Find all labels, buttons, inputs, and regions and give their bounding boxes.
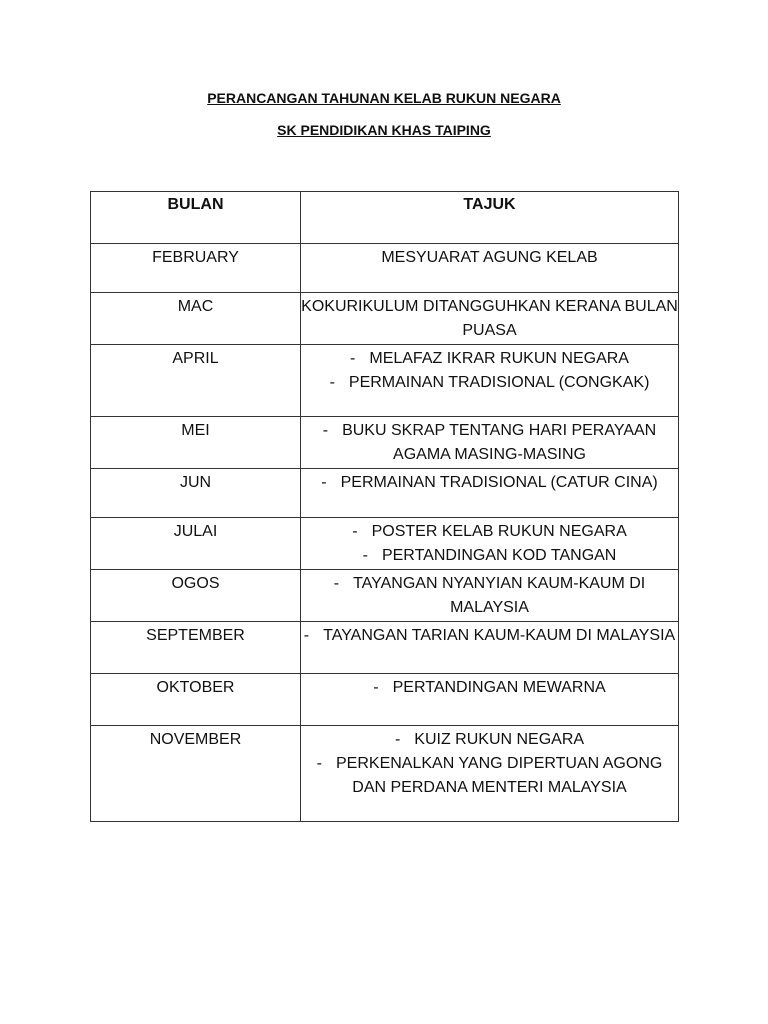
table-row: [91, 726, 679, 822]
table-header-row: [91, 192, 679, 244]
topic-cell: [301, 518, 679, 570]
table-row: [91, 417, 679, 469]
plan-table: [90, 191, 679, 822]
topic-text: POSTER KELAB RUKUN NEGARA: [371, 523, 627, 540]
topic-text: PERMAINAN TRADISIONAL (CONGKAK): [348, 374, 650, 391]
dash-bullet-icon: -: [350, 350, 356, 367]
dash-bullet-icon: -: [316, 755, 322, 772]
month-cell: APRIL: [91, 345, 301, 417]
month-cell: NOVEMBER: [91, 726, 301, 822]
dash-bullet-icon: -: [394, 731, 401, 748]
table-body: [91, 244, 679, 822]
topic-text: PERTANDINGAN MEWARNA: [392, 679, 606, 696]
topic-cell: [301, 345, 679, 417]
topic-item: [301, 471, 678, 495]
topic-cell: [301, 674, 679, 726]
month-cell: OGOS: [91, 570, 301, 622]
topic-text: TAYANGAN TARIAN KAUM-KAUM DI MALAYSIA: [323, 627, 676, 644]
topic-text: MELAFAZ IKRAR RUKUN NEGARA: [369, 350, 629, 367]
month-cell: SEPTEMBER: [91, 622, 301, 674]
topic-item: [301, 419, 678, 467]
topic-cell: [301, 570, 679, 622]
document-title: PERANCANGAN TAHUNAN KELAB RUKUN NEGARA: [207, 90, 561, 106]
month-cell: JUN: [91, 469, 301, 518]
table-row: [91, 518, 679, 570]
month-cell: MAC: [91, 293, 301, 345]
topic-item: [301, 520, 678, 544]
topic-text: KUIZ RUKUN NEGARA: [414, 731, 585, 748]
topic-item: [301, 572, 678, 620]
dash-bullet-icon: -: [362, 547, 368, 564]
topic-cell: [301, 417, 679, 469]
topic-text: PERMAINAN TRADISIONAL (CATUR CINA): [340, 474, 658, 491]
table-row: [91, 244, 679, 293]
header-topic: TAJUK: [301, 192, 679, 244]
topic-item: [301, 624, 678, 648]
document-subtitle: SK PENDIDIKAN KHAS TAIPING: [277, 122, 491, 138]
dash-bullet-icon: -: [352, 523, 358, 540]
topic-item: [301, 728, 678, 752]
topic-text: MESYUARAT AGUNG KELAB: [381, 249, 598, 266]
topic-cell: [301, 622, 679, 674]
month-cell: MEI: [91, 417, 301, 469]
header-month: BULAN: [91, 192, 301, 244]
table-row: [91, 674, 679, 726]
topic-item: [301, 347, 678, 371]
dash-bullet-icon: -: [333, 575, 340, 592]
topic-item: [301, 676, 678, 700]
topic-text: BUKU SKRAP TENTANG HARI PERAYAAN AGAMA MASING-MASING: [342, 422, 657, 463]
dash-bullet-icon: -: [321, 474, 327, 491]
month-cell: JULAI: [91, 518, 301, 570]
topic-item: [301, 246, 678, 270]
table-row: [91, 345, 679, 417]
table-row: [91, 622, 679, 674]
table-row: [91, 293, 679, 345]
topic-cell: [301, 726, 679, 822]
dash-bullet-icon: -: [322, 422, 329, 439]
dash-bullet-icon: -: [303, 627, 310, 644]
topic-text: TAYANGAN NYANYIAN KAUM-KAUM DI MALAYSIA: [353, 575, 646, 616]
topic-text: PERTANDINGAN KOD TANGAN: [381, 547, 617, 564]
topic-item: [301, 295, 678, 343]
topic-text: KOKURIKULUM DITANGGUHKAN KERANA BULAN PUASA: [301, 298, 678, 339]
table-row: [91, 469, 679, 518]
month-cell: OKTOBER: [91, 674, 301, 726]
topic-cell: [301, 293, 679, 345]
topic-item: [301, 752, 678, 800]
topic-cell: [301, 469, 679, 518]
dash-bullet-icon: -: [373, 679, 379, 696]
topic-cell: [301, 244, 679, 293]
topic-item: [301, 371, 678, 395]
table-row: [91, 570, 679, 622]
month-cell: FEBRUARY: [91, 244, 301, 293]
dash-bullet-icon: -: [329, 374, 335, 391]
topic-text: PERKENALKAN YANG DIPERTUAN AGONG DAN PERDANA MENTERI MALAYSIA: [336, 755, 663, 796]
topic-item: [301, 544, 678, 568]
